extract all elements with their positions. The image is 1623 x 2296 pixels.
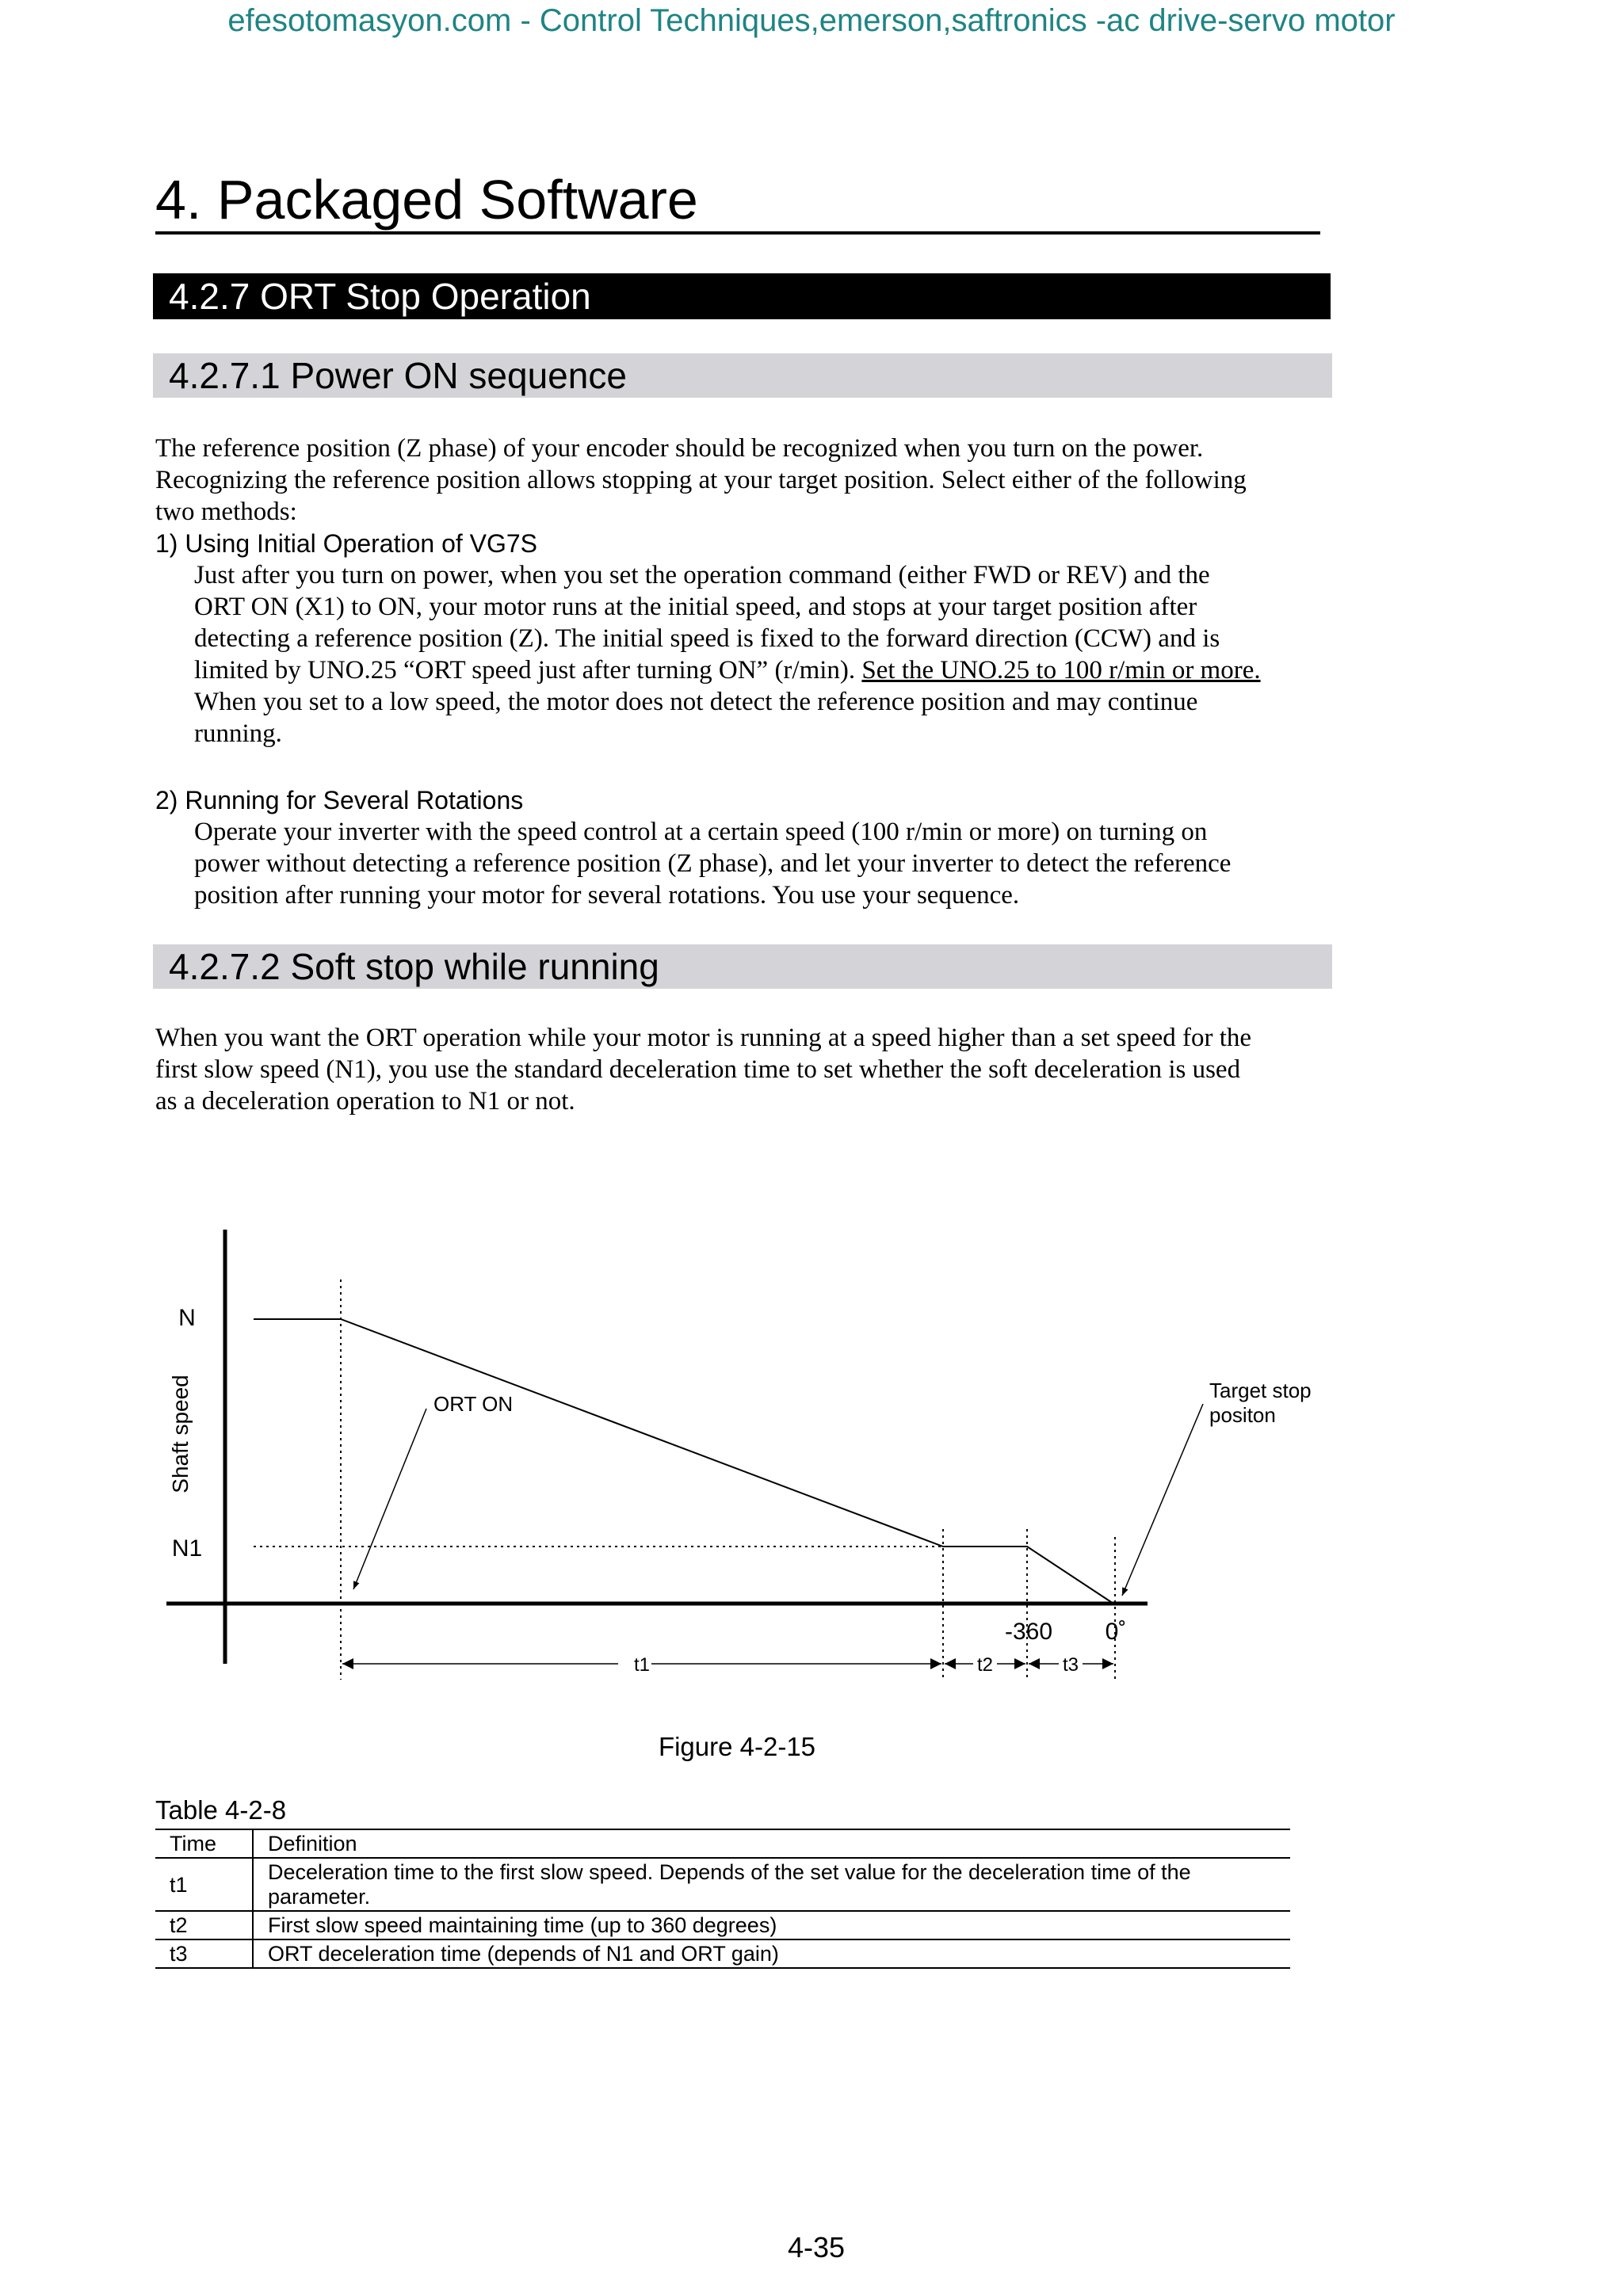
n1-label: N1 (171, 1535, 203, 1562)
ort-on-label: ORT ON (433, 1392, 514, 1416)
time-definition-table (155, 1829, 1290, 1969)
target-stop-arrow (1122, 1404, 1203, 1596)
ort-speed-diagram (0, 1220, 1395, 1695)
target-stop-label-line2: positon (1209, 1403, 1276, 1427)
t1-label: t1 (633, 1654, 651, 1676)
target-stop-label-line1: Target stop (1209, 1379, 1312, 1402)
item2-title: 2) Running for Several Rotations (155, 786, 524, 814)
soft-stop-body (155, 1022, 1251, 1117)
intro-line: two methods: (155, 498, 297, 526)
item1-line: detecting a reference position (Z). The initial speed is fixed to the forward direction (CCW) and is (194, 624, 1220, 653)
header-definition: Definition (268, 1832, 357, 1855)
chapter-rule (155, 231, 1320, 235)
soft-stop-line: When you want the ORT operation while your motor is running at a speed higher than a set speed for the (155, 1024, 1252, 1052)
item1-body (194, 559, 1261, 749)
row-time: t3 (155, 1939, 253, 1968)
row-time: t1 (155, 1858, 253, 1911)
item1-line (194, 654, 1261, 686)
t3-label: t3 (1062, 1654, 1079, 1676)
section-heading: 4.2.7 ORT Stop Operation (153, 273, 1331, 319)
row-time: t2 (155, 1911, 253, 1939)
uno25-note: Set the UNO.25 to 100 r/min or more. (861, 656, 1261, 685)
zero-degree-label: 0˚ (1105, 1619, 1127, 1645)
item1-line: When you set to a low speed, the motor does not detect the reference position and may continue (194, 688, 1198, 716)
row-definition (253, 1858, 1290, 1911)
site-banner: efesotomasyon.com - Control Techniques,emerson,saftronics -ac drive-servo motor (227, 3, 1396, 38)
soft-stop-line: first slow speed (N1), you use the standard deceleration time to set whether the soft deceleration is used (155, 1055, 1241, 1084)
page-number: 4-35 (787, 2231, 846, 2264)
chapter-title: 4. Packaged Software (155, 169, 698, 231)
definition-line: parameter. (268, 1885, 371, 1909)
table-caption: Table 4-2-8 (155, 1795, 287, 1825)
header-time: Time (155, 1829, 253, 1858)
table-row (155, 1911, 1290, 1939)
t2-label: t2 (976, 1654, 994, 1676)
table-row (155, 1939, 1290, 1968)
intro-line: Recognizing the reference position allows stopping at your target position. Select either of the following (155, 466, 1247, 494)
subsection-heading-power-on: 4.2.7.1 Power ON sequence (153, 353, 1332, 398)
intro-line: The reference position (Z phase) of your encoder should be recognized when you turn on the power. (155, 434, 1204, 463)
subsection-heading-soft-stop: 4.2.7.2 Soft stop while running (153, 944, 1332, 989)
item2-line: Operate your inverter with the speed control at a certain speed (100 r/min or more) on turning on (194, 818, 1208, 846)
row-definition: ORT deceleration time (depends of N1 and ORT gain) (268, 1942, 779, 1966)
item2-line: power without detecting a reference position (Z phase), and let your inverter to detect the reference (194, 849, 1232, 878)
item1-title: 1) Using Initial Operation of VG7S (155, 529, 538, 558)
table-header-row (155, 1829, 1290, 1858)
item1-line: ORT ON (X1) to ON, your motor runs at the initial speed, and stops at your target position after (194, 593, 1197, 621)
row-definition: First slow speed maintaining time (up to 360 degrees) (268, 1913, 777, 1937)
table-row (155, 1858, 1290, 1911)
minus-360-label: -360 (1004, 1619, 1053, 1645)
item1-line4-start: limited by UNO.25 “ORT speed just after turning ON” (r/min). (194, 656, 862, 685)
figure-caption: Figure 4-2-15 (658, 1732, 816, 1761)
item1-line: Just after you turn on power, when you set the operation command (either FWD or REV) and the (194, 561, 1210, 589)
item1-line: running. (194, 719, 282, 748)
y-axis-label: Shaft speed (168, 1375, 193, 1493)
ort-on-arrow (353, 1409, 426, 1589)
power-on-intro (155, 433, 1247, 528)
definition-line: Deceleration time to the first slow speed. Depends of the set value for the deceleration time of the (268, 1860, 1191, 1884)
speed-profile-line (254, 1319, 1113, 1604)
n-label: N (178, 1305, 196, 1331)
soft-stop-line: as a deceleration operation to N1 or not. (155, 1087, 575, 1116)
item2-line: position after running your motor for several rotations. You use your sequence. (194, 881, 1020, 910)
item2-body (194, 816, 1231, 911)
